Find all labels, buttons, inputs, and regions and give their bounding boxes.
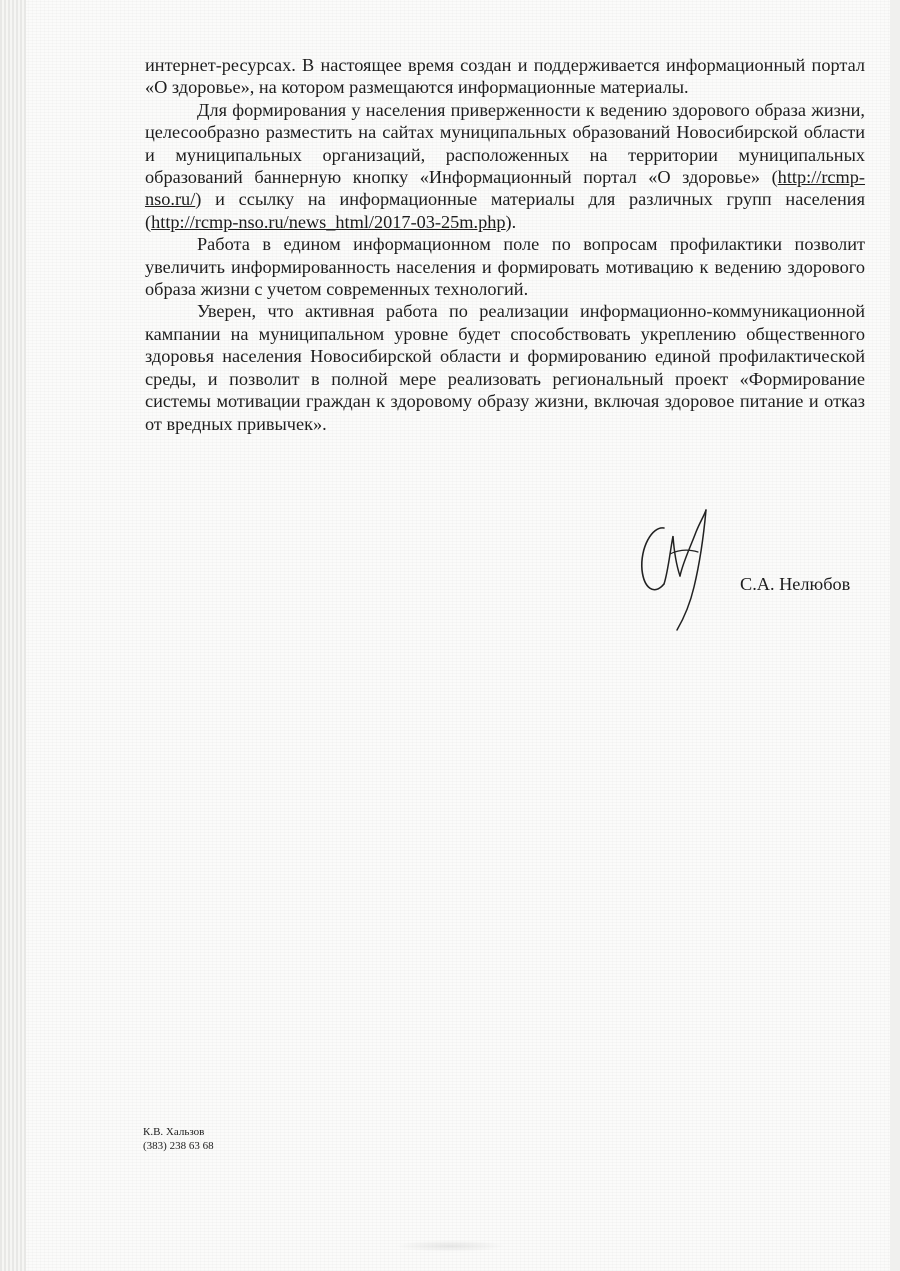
paragraph-conclusion: Уверен, что активная работа по реализации информационно-коммуникационной кампании на муниципальном уровне будет способствовать укреплению общественного здоровья населения Новосибирской области и формированию единой профилактической среды, и позволит в полной мере реализовать региональный проект «Формирование системы мотивации граждан к здоровому образу жизни, включая здоровое питание и отказ от вредных привычек». [145, 301, 865, 434]
paragraph-recommendation [145, 99, 865, 233]
signer-name: С.А. Нелюбов [740, 574, 851, 594]
scan-edge-right [890, 0, 900, 1271]
paragraph-information-field: Работа в едином информационном поле по вопросам профилактики позволит увеличить информированность населения и формировать мотивацию к ведению здорового образа жизни с учетом современных технологий. [145, 234, 865, 300]
paragraph-intro-text: интернет-ресурсах. В настоящее время создан и поддерживается информационный портал «О здоровье», на котором размещаются информационные материалы. [145, 55, 865, 98]
handwritten-signature [630, 492, 720, 634]
letter-body [145, 54, 865, 435]
executor-contact [143, 1125, 303, 1153]
paragraph-recommendation-middle: ) и ссылку на информационные материалы для различных групп населения ( [145, 189, 865, 232]
paragraph-intro [145, 54, 865, 99]
scan-smudge [395, 1240, 505, 1252]
materials-link[interactable]: http://rcmp-nso.ru/news_html/2017-03-25m.php [151, 211, 506, 232]
paragraph-recommendation-end: ). [505, 211, 517, 232]
executor-phone: (383) 238 63 68 [143, 1140, 214, 1152]
scan-edge-left [0, 0, 26, 1271]
portal-link[interactable]: http://rcmp-nso.ru/ [145, 167, 865, 210]
executor-name: К.В. Хальзов [143, 1126, 205, 1138]
paragraph-recommendation-text: Для формирования у населения приверженности к ведению здорового образа жизни, целесообразно разместить на сайтах муниципальных образований Новосибирской области и муниципальных организаций, расположенных на территории муниципальных образований баннерную кнопку «Информационный портал «О здоровье» ( [145, 99, 865, 188]
